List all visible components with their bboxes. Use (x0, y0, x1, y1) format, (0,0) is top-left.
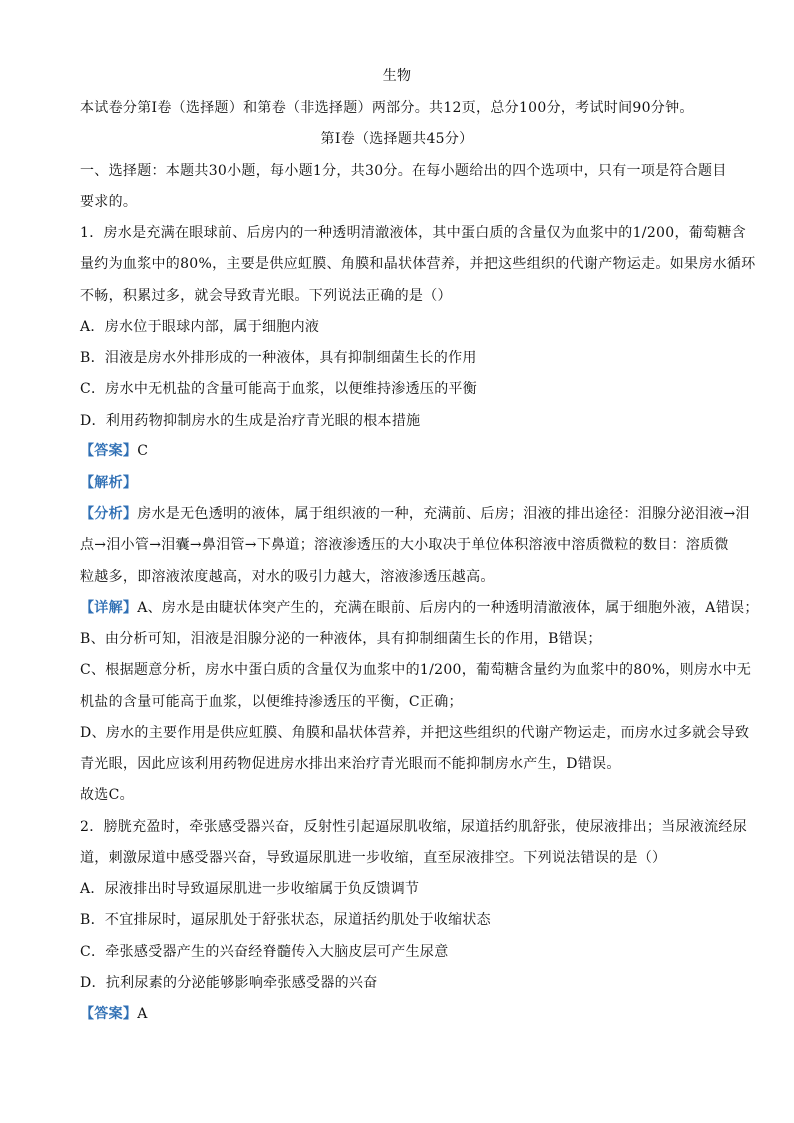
q1-xiangjie-text: A、房水是由睫状体突产生的，充满在眼前、后房内的一种透明清澈液体，属于细胞外液，A错误； (137, 600, 759, 616)
fenxi-tag: 【分析】 (80, 506, 138, 522)
section1-instruction-line: 一、选择题：本题共30小题，每小题1分，共30分。在每小题给出的四个选项中，只有一项是符合题目 (80, 163, 727, 179)
document-title: 生物 (382, 68, 412, 84)
q1-option-a: A．房水位于眼球内部，属于细胞内液 (80, 319, 320, 335)
q2-option-d: D．抗利尿素的分泌能够影响牵张感受器的兴奋 (80, 975, 378, 991)
q2-option-c: C．牵张感受器产生的兴奋经脊髓传入大脑皮层可产生尿意 (80, 944, 449, 960)
q1-answer (80, 441, 720, 461)
q1-option-c: C．房水中无机盐的含量可能高于血浆，以便维持渗透压的平衡 (80, 381, 478, 397)
q1-xiangjie-line: D、房水的主要作用是供应虹膜、角膜和晶状体营养，并把这些组织的代谢产物运走，而房水过多就会导致 (80, 725, 750, 741)
q2-stem-line: 2．膀胱充盈时，牵张感受器兴奋，反射性引起逼尿肌收缩，尿道括约肌舒张，使尿液排出；当尿液流经尿 (80, 819, 748, 835)
q1-fenxi-line: 粒越多，即溶液浓度越高，对水的吸引力越大，溶液渗透压越高。 (80, 569, 495, 585)
q2-answer-value: A (137, 1006, 148, 1022)
q2-answer (80, 1004, 720, 1024)
exam-intro: 本试卷分第Ⅰ卷（选择题）和第卷（非选择题）两部分。共12页，总分100分，考试时间90分钟。 (80, 100, 694, 116)
q1-xiangjie-line: 机盐的含量可能高于血浆，以便维持渗透压的平衡，C正确； (80, 694, 463, 710)
section1-instruction-line: 要求的。 (80, 194, 138, 210)
part1-title: 第Ⅰ卷（选择题共45分） (320, 131, 474, 147)
q1-xiangjie-line: 青光眼，因此应该利用药物促进房水排出来治疗青光眼而不能抑制房水产生，D错误。 (80, 756, 621, 772)
answer-tag: 【答案】 (80, 443, 138, 459)
q1-stem-line: 不畅，积累过多，就会导致青光眼。下列说法正确的是（） (80, 288, 452, 304)
q1-option-d: D．利用药物抑制房水的生成是治疗青光眼的根本措施 (80, 413, 421, 429)
q1-option-b: B．泪液是房水外排形成的一种液体，具有抑制细菌生长的作用 (80, 350, 477, 366)
q1-fenxi-line (80, 504, 750, 524)
q1-fenxi-line: 点→泪小管→泪囊→鼻泪管→下鼻道；溶液渗透压的大小取决于单位体积溶液中溶质微粒的数目：溶质微 (80, 537, 729, 553)
q1-xiangjie-line: C、根据题意分析，房水中蛋白质的含量仅为血浆中的1/200，葡萄糖含量约为血浆中的80%，则房水中无 (80, 662, 752, 678)
xiangjie-tag: 【详解】 (80, 600, 138, 616)
q1-analysis-heading (80, 473, 720, 493)
q2-option-a: A．尿液排出时导致逼尿肌进一步收缩属于负反馈调节 (80, 881, 420, 897)
q2-stem-line: 道，刺激尿道中感受器兴奋，导致逼尿肌进一步收缩，直至尿液排空。下列说法错误的是（） (80, 850, 667, 866)
q1-stem-line: 1．房水是充满在眼球前、后房内的一种透明清澈液体，其中蛋白质的含量仅为血浆中的1/200，葡萄糖含 (80, 225, 746, 241)
q1-xiangjie-line: B、由分析可知，泪液是泪腺分泌的一种液体，具有抑制细菌生长的作用，B错误； (80, 631, 602, 647)
analysis-tag: 【解析】 (80, 475, 138, 491)
q1-conclusion: 故选C。 (80, 787, 134, 803)
q1-answer-value: C (137, 443, 149, 459)
q1-xiangjie-line (80, 598, 759, 618)
q1-stem-line: 量约为血浆中的80%，主要是供应虹膜、角膜和晶状体营养，并把这些组织的代谢产物运走。如果房水循环 (80, 256, 756, 272)
answer-tag: 【答案】 (80, 1006, 138, 1022)
q2-option-b: B．不宜排尿时，逼尿肌处于舒张状态，尿道括约肌处于收缩状态 (80, 912, 491, 928)
q1-fenxi-text: 房水是无色透明的液体，属于组织液的一种，充满前、后房；泪液的排出途径：泪腺分泌泪液→泪 (137, 506, 750, 522)
